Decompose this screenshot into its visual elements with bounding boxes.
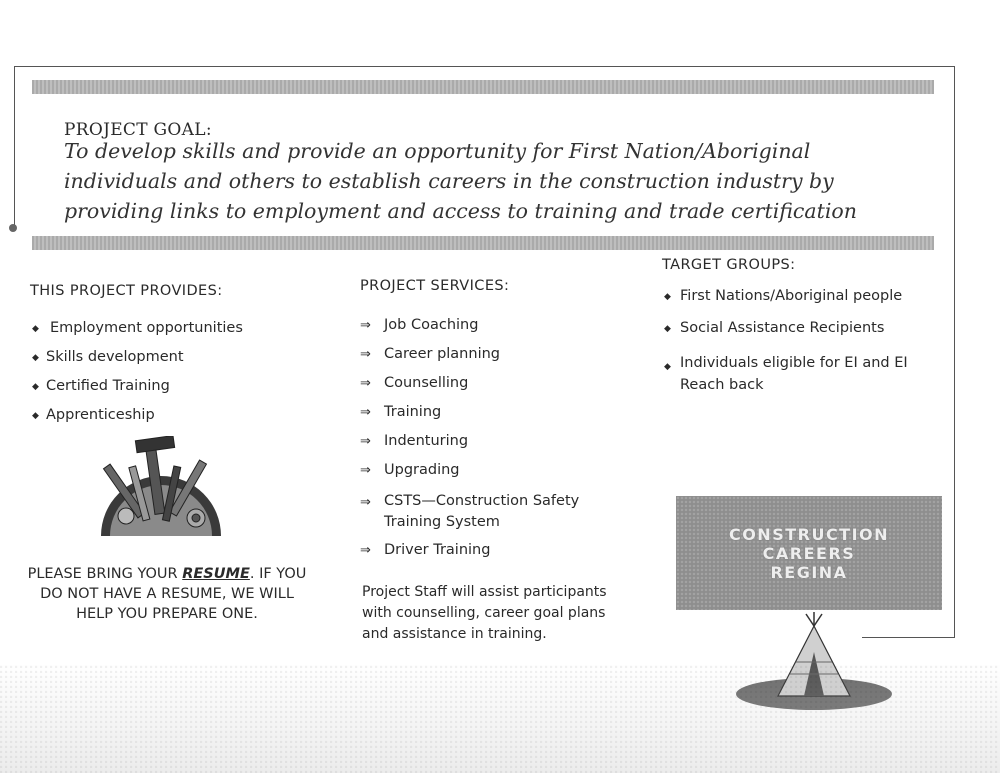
diamond-bullet-icon: ◆ — [664, 292, 671, 302]
resume-emphasis: RESUME — [182, 566, 250, 582]
construction-careers-logo — [676, 496, 942, 610]
provides-heading: THIS PROJECT PROVIDES: — [30, 283, 223, 299]
list-item: ⇒ Driver Training — [360, 542, 491, 558]
project-goal-title: PROJECT GOAL: — [64, 120, 212, 140]
diamond-bullet-icon: ◆ — [32, 382, 39, 392]
construction-tools-icon — [96, 436, 226, 540]
services-note: Project Staff will assist participants with counselling, career goal plans and assistance in training. — [362, 584, 607, 642]
logo-line-2: CAREERS — [762, 543, 856, 563]
list-item: ⇒ Counselling — [360, 375, 469, 391]
resume-note: PLEASE BRING YOUR RESUME. IF YOU DO NOT HAVE A RESUME, WE WILL HELP YOU PREPARE ONE. — [27, 566, 307, 622]
top-band — [32, 80, 934, 94]
arrow-bullet-icon: ⇒ — [360, 543, 371, 558]
list-item: ⇒ Upgrading — [360, 462, 460, 478]
logo-line-3: REGINA — [770, 562, 848, 582]
arrow-bullet-icon: ⇒ — [360, 376, 371, 391]
diamond-bullet-icon: ◆ — [664, 324, 671, 334]
services-list — [360, 317, 610, 571]
arrow-bullet-icon: ⇒ — [360, 405, 371, 420]
project-goal-text: To develop skills and provide an opportunity for First Nation/Aboriginal individuals and others to establish careers in the construction industry by providing links to employment and access to training and trade certification — [64, 139, 857, 223]
list-item: ⇒ Job Coaching — [360, 317, 479, 333]
diamond-bullet-icon: ◆ — [32, 324, 39, 334]
punch-hole — [9, 224, 17, 232]
provides-list — [32, 320, 292, 436]
services-heading: PROJECT SERVICES: — [360, 278, 510, 294]
list-item: ◆ First Nations/Aboriginal people — [664, 288, 903, 304]
arrow-bullet-icon: ⇒ — [360, 495, 371, 510]
target-heading: TARGET GROUPS: — [662, 257, 796, 273]
arrow-bullet-icon: ⇒ — [360, 347, 371, 362]
list-item: ◆ Social Assistance Recipients — [664, 320, 885, 336]
list-item: ⇒ Career planning — [360, 346, 500, 362]
frame-top-line — [14, 66, 954, 67]
list-item: ⇒ Training — [360, 404, 442, 420]
diamond-bullet-icon: ◆ — [32, 353, 39, 363]
arrow-bullet-icon: ⇒ — [360, 463, 371, 478]
logo-line-1: CONSTRUCTION — [728, 524, 890, 544]
list-item: ⇒ Indenturing — [360, 433, 469, 449]
list-item: ◆ Apprenticeship — [32, 407, 155, 423]
diamond-bullet-icon: ◆ — [32, 411, 39, 421]
arrow-bullet-icon: ⇒ — [360, 434, 371, 449]
frame-left-line — [14, 66, 15, 226]
middle-band — [32, 236, 934, 250]
list-item: ◆ Skills development — [32, 349, 184, 365]
arrow-bullet-icon: ⇒ — [360, 318, 371, 333]
list-item: ◆ Individuals eligible for EI and EI Reach back — [664, 355, 908, 393]
list-item: ◆ Certified Training — [32, 378, 170, 394]
list-item: ◆ Employment opportunities — [32, 320, 243, 336]
diamond-bullet-icon: ◆ — [664, 362, 671, 372]
target-list — [664, 288, 934, 396]
teepee-icon — [734, 612, 894, 712]
frame-right-line — [954, 66, 955, 638]
list-item: ⇒ CSTS—Construction Safety Training System — [360, 493, 580, 530]
